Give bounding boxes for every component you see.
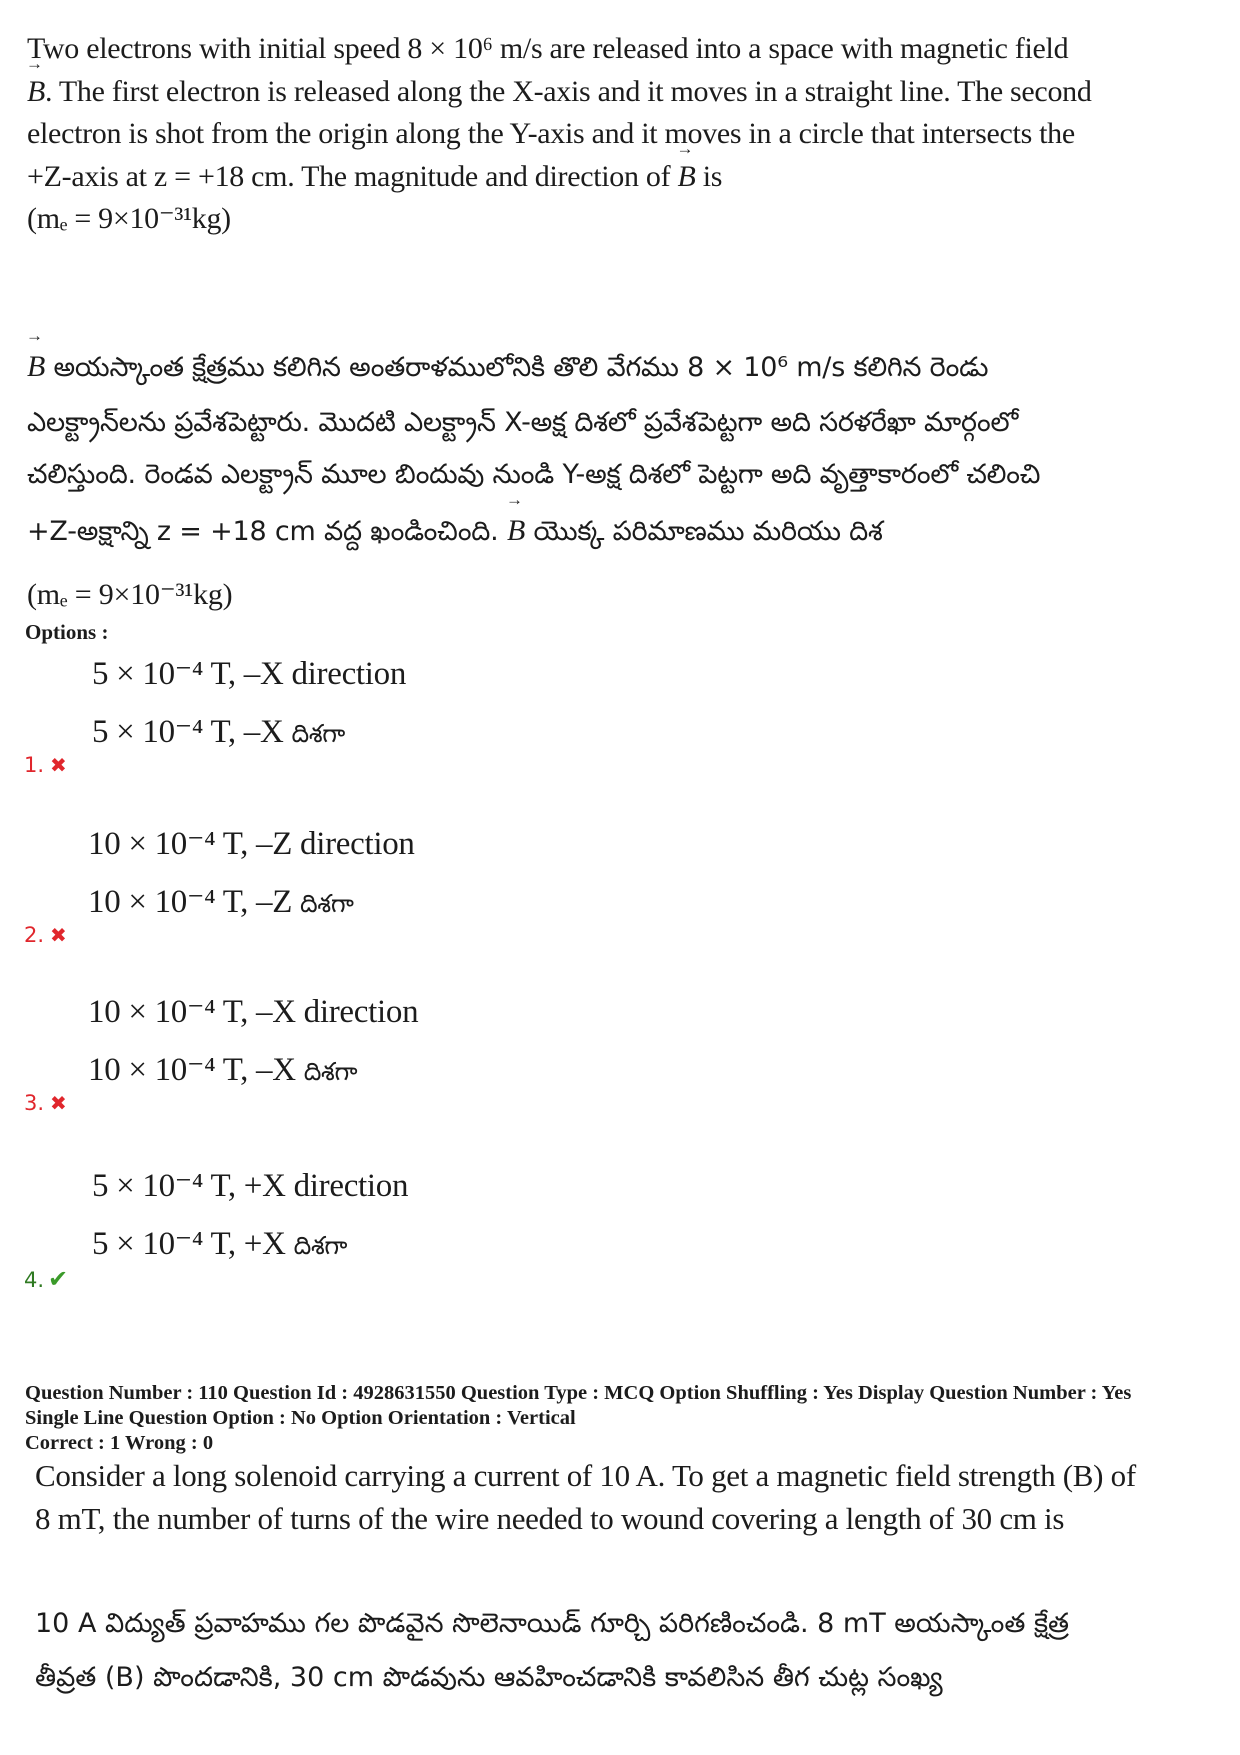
- cross-icon: ✖: [50, 1091, 67, 1115]
- question-metadata: [25, 1381, 1215, 1430]
- option-1-telugu: [92, 711, 345, 755]
- question-1-en-line-2-text: . The first electron is released along the X-axis and it moves in a straight line. The second: [45, 74, 1092, 108]
- option-2-label: 2.: [24, 923, 45, 947]
- question-1-te-line-2: ఎలక్ట్రాన్‌లను ప్రవేశపెట్టారు. మొదటి ఎలక్ట్రాన్ X-అక్ష దిశలో ప్రవేశపెట్టగా అది సరళరేఖా మార్గంలో: [27, 406, 1019, 438]
- question-2-en-line-2: 8 mT, the number of turns of the wire needed to wound covering a length of 30 cm is: [35, 1500, 1065, 1536]
- checkmark-icon: ✔: [48, 1265, 69, 1293]
- question-1-telugu: [27, 338, 1157, 625]
- option-2-number: [24, 923, 67, 947]
- question-meta-line-2: Single Line Question Option : No Option Orientation : Vertical: [25, 1406, 576, 1429]
- question-1-te-line-4: [27, 502, 1157, 561]
- question-1-te-line-3: చలిస్తుంది. రెండవ ఎలక్ట్రాన్ మూల బిందువు నుండి Y-అక్ష దిశలో పెట్టగా అది వృత్తాకారంలో చలించి: [27, 459, 1041, 491]
- option-2-telugu: [88, 881, 354, 925]
- question-1-te-line-1: [27, 338, 1157, 397]
- question-1-en-line-1: Two electrons with initial speed 8 × 10⁶ m/s are released into a space with magnetic field: [27, 32, 1069, 65]
- question-2-te-line-1: 10 A విద్యుత్ ప్రవాహము గల పొడవైన సొలెనాయిడ్ గూర్చి పరిగణించండి. 8 mT అయస్కాంత క్షేత్ర: [35, 1608, 1070, 1639]
- option-4-number: [24, 1265, 68, 1293]
- question-2-telugu: [35, 1597, 1215, 1705]
- option-3-number: [24, 1091, 67, 1115]
- option-1-te-word: దిశగా: [291, 719, 346, 748]
- vector-b-symbol: → B: [27, 71, 45, 114]
- options-label: Options :: [25, 620, 109, 644]
- question-1-en-line-3: electron is shot from the origin along the Y-axis and it moves in a circle that intersects the: [27, 117, 1075, 151]
- option-1-label: 1.: [24, 753, 45, 777]
- option-4-english: 5 × 10⁻⁴ T, +X direction: [92, 1168, 409, 1204]
- option-2-english: 10 × 10⁻⁴ T, –Z direction: [88, 826, 415, 862]
- question-1-en-line-4-pre: +Z-axis at z = +18 cm. The magnitude and direction of: [27, 159, 678, 193]
- question-1-english: [27, 28, 1157, 241]
- option-3-label: 3.: [24, 1091, 45, 1115]
- vector-b-symbol: → B: [27, 338, 45, 397]
- question-score: Correct : 1 Wrong : 0: [25, 1432, 214, 1454]
- option-4-telugu: [92, 1223, 347, 1267]
- question-1-te-line-4-post: యొక్క పరిమాణము మరియు దిశ: [525, 515, 883, 547]
- option-3-te-word: దిశగా: [303, 1057, 358, 1086]
- option-4-te-word: దిశగా: [293, 1231, 348, 1260]
- option-2-te-word: దిశగా: [300, 889, 354, 918]
- question-1-en-line-4-post: is: [695, 159, 723, 193]
- question-1-en-line-4: [27, 156, 1157, 199]
- question-1-te-line-4-pre: +Z-అక్షాన్ని z = +18 cm వద్ద ఖండించింది.: [27, 515, 507, 547]
- option-1-number: [24, 753, 67, 777]
- option-4-label: 4.: [24, 1268, 45, 1292]
- option-1-te-value: 5 × 10⁻⁴ T, –X: [92, 714, 292, 750]
- question-2-te-line-2: తీవ్రత (B) పొందడానికి, 30 cm పొడవును ఆవహించడానికి కావలిసిన తీగ చుట్ల సంఖ్య: [35, 1662, 943, 1693]
- question-2-en-line-1: Consider a long solenoid carrying a current of 10 A. To get a magnetic field strength (B) of: [35, 1458, 1136, 1493]
- electron-mass-note-telugu: (mₑ = 9×10⁻³¹kg): [27, 578, 233, 612]
- option-3-english: 10 × 10⁻⁴ T, –X direction: [88, 994, 419, 1030]
- cross-icon: ✖: [50, 923, 67, 947]
- electron-mass-note: (mₑ = 9×10⁻³¹kg): [27, 202, 231, 236]
- option-4-te-value: 5 × 10⁻⁴ T, +X: [92, 1226, 294, 1262]
- question-1-en-line-2: [27, 71, 1157, 114]
- question-1-te-line-1-text: అయస్కాంత క్షేత్రము కలిగిన అంతరాళములోనికి తొలి వేగము 8 × 10⁶ m/s కలిగిన రెండు: [45, 352, 989, 383]
- option-2-te-value: 10 × 10⁻⁴ T, –Z: [88, 884, 301, 920]
- vector-b-symbol: → B: [507, 502, 525, 561]
- option-1-english: 5 × 10⁻⁴ T, –X direction: [92, 656, 407, 692]
- cross-icon: ✖: [50, 753, 67, 777]
- option-3-telugu: [88, 1049, 357, 1093]
- option-3-te-value: 10 × 10⁻⁴ T, –X: [88, 1052, 304, 1088]
- question-2-english: [35, 1455, 1215, 1541]
- vector-b-symbol: → B: [677, 156, 695, 199]
- question-meta-line-1: Question Number : 110 Question Id : 4928631550 Question Type : MCQ Option Shuffling : Yes Display Question Number : Yes: [25, 1382, 1132, 1404]
